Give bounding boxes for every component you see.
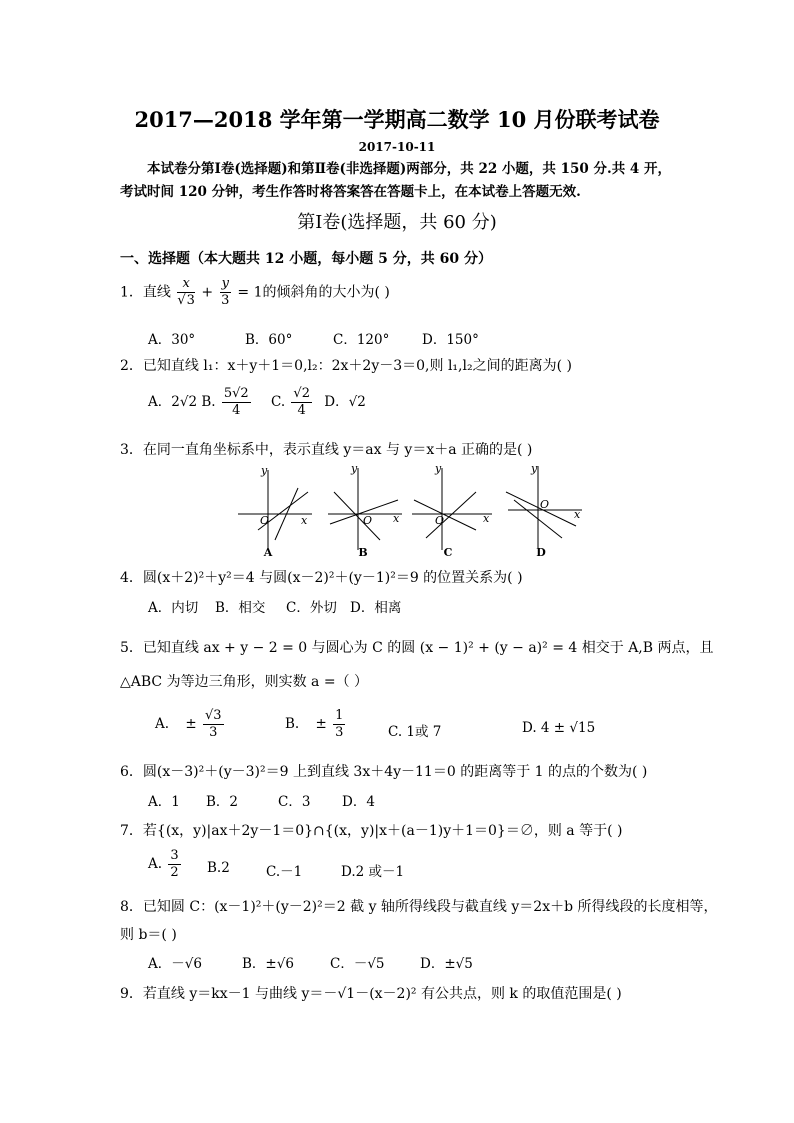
graph-a-origin: O xyxy=(260,514,270,527)
q7-a-fraction xyxy=(168,848,180,881)
q2-option-d: D．√2 xyxy=(324,394,366,410)
graph-d-origin: O xyxy=(540,498,550,511)
q1-lead: 1．直线 xyxy=(120,284,171,301)
graph-d-label: D xyxy=(536,546,546,559)
question-8-line-1: 8．已知圆 C：(x－1)²＋(y－2)²＝2 截 y 轴所得线段与截直线 y＝2x＋b 所得线段的长度相等， xyxy=(120,899,718,915)
graph-a-x-label: x xyxy=(301,514,308,527)
q5-b-num: 1 xyxy=(335,708,344,723)
q6-option-a: A．1 xyxy=(148,794,180,810)
q1-frac2-den: 3 xyxy=(221,293,230,308)
q4-option-b: B．相交 xyxy=(215,600,266,616)
q5-b-fraction xyxy=(333,708,345,741)
q2-options xyxy=(148,386,366,419)
q1-option-b: B．60° xyxy=(245,332,293,348)
q2-b-den: 4 xyxy=(232,403,241,418)
graph-a-label: A xyxy=(263,546,273,559)
q1-option-d: D．150° xyxy=(422,332,479,348)
q5-b-den: 3 xyxy=(335,725,344,740)
graph-b-y-label: y xyxy=(351,462,358,475)
graph-d-y-label: y xyxy=(531,462,538,475)
q5-a-num: √3 xyxy=(204,708,222,723)
q5-option-b xyxy=(285,708,347,741)
q7-a-label: A. xyxy=(148,856,163,872)
graph-d-x-label: x xyxy=(574,508,581,521)
q5-a-label: A. xyxy=(155,716,170,732)
q2-option-b-label: B. xyxy=(201,394,216,410)
q5-b-label: B. xyxy=(285,716,300,732)
graph-b-origin: O xyxy=(363,514,373,527)
q1-plus: + xyxy=(201,284,214,301)
exam-instructions: 本试卷分第Ⅰ卷(选择题)和第Ⅱ卷(非选择题)两部分，共 22 小题，共 150 分.共 4 开，考试时间 120 分钟，考生作答时将答案答在答题卡上，在本试卷上答题无效. xyxy=(120,161,672,200)
question-4: 4．圆(x＋2)²＋y²＝4 与圆(x－2)²＋(y－1)²＝9 的位置关系为( ) xyxy=(120,570,523,586)
question-9: 9．若直线 y＝kx－1 与曲线 y＝－√1－(x－2)² 有公共点，则 k 的取值范围是( ) xyxy=(120,986,622,1002)
q6-option-d: D．4 xyxy=(342,794,375,810)
question-7: 7．若{(x，y)|ax＋2y－1＝0}∩{(x，y)|x＋(a－1)y＋1＝0}＝∅，则 a 等于( ) xyxy=(120,823,623,839)
q5-a-den: 3 xyxy=(209,725,218,740)
question-6: 6．圆(x－3)²＋(y－3)²＝9 上到直线 3x＋4y－11＝0 的距离等于 1 的点的个数为( ) xyxy=(120,764,648,780)
q1-frac1-den: 3 xyxy=(186,293,195,308)
q2-option-c-fraction xyxy=(291,386,312,419)
q1-frac1-num: x xyxy=(177,276,195,293)
q8-option-a: A．－√6 xyxy=(148,956,202,972)
question-2: 2．已知直线 l₁：x＋y＋1＝0,l₂：2x＋2y－3＝0,则 l₁,l₂之间的距离为( ) xyxy=(120,358,572,374)
q7-a-den: 2 xyxy=(170,865,179,880)
section-heading: 一、选择题（本大题共 12 小题，每小题 5 分，共 60 分） xyxy=(120,251,492,267)
q7-option-d: D.2 或－1 xyxy=(341,864,405,880)
exam-date: 2017-10-11 xyxy=(358,140,436,154)
graph-b xyxy=(328,462,402,559)
q6-option-b: B．2 xyxy=(206,794,239,810)
question-5-line-1: 5．已知直线 ax + y − 2 = 0 与圆心为 C 的圆 (x − 1)² + (y − a)² = 4 相交于 A,B 两点，且 xyxy=(120,640,714,656)
question-8-line-2: 则 b＝( ) xyxy=(120,927,177,943)
q4-option-d: D．相离 xyxy=(350,600,402,616)
graph-d xyxy=(506,462,582,559)
graph-c xyxy=(412,462,492,559)
question-5-line-2: △ABC 为等边三角形，则实数 a =（ ） xyxy=(120,674,369,690)
q8-option-d: D．±√5 xyxy=(420,956,473,972)
q7-a-num: 3 xyxy=(170,848,179,863)
q2-c-num: √2 xyxy=(293,386,310,401)
question-1 xyxy=(120,276,390,309)
q6-option-c: C．3 xyxy=(278,794,311,810)
graph-c-x-label: x xyxy=(483,512,490,525)
exam-title: 2017—2018 学年第一学期高二数学 10 月份联考试卷 xyxy=(134,107,660,132)
graph-b-label: B xyxy=(358,546,368,559)
q5-option-d: D. 4 ± √15 xyxy=(522,720,596,736)
q5-option-c: C. 1或 7 xyxy=(388,724,442,740)
graph-b-line-2 xyxy=(334,492,380,540)
graph-c-line-2 xyxy=(426,492,476,538)
q8-option-b: B．±√6 xyxy=(242,956,294,972)
q7-option-a xyxy=(148,848,183,881)
q3-graphs xyxy=(230,460,590,560)
q2-option-a: A．2√2 xyxy=(148,394,198,410)
q5-a-fraction xyxy=(203,708,224,741)
q8-option-c: C．－√5 xyxy=(330,956,385,972)
q1-option-a: A．30° xyxy=(148,332,196,348)
q2-c-den: 4 xyxy=(297,403,306,418)
q2-b-num: 5√2 xyxy=(223,386,249,401)
q4-option-a: A．内切 xyxy=(148,600,199,616)
q5-a-pm: ± xyxy=(185,716,197,732)
q4-option-c: C．外切 xyxy=(286,600,337,616)
q1-fraction-y xyxy=(220,276,231,309)
q1-tail: = 1的倾斜角的大小为( ) xyxy=(237,284,390,301)
q5-b-pm: ± xyxy=(315,716,327,732)
q1-option-c: C．120° xyxy=(333,332,390,348)
q7-option-b: B.2 xyxy=(207,860,230,876)
q2-option-b-fraction xyxy=(222,386,251,419)
graph-c-label: C xyxy=(443,546,453,559)
q2-option-c-label: C. xyxy=(270,394,286,410)
part-one-title: 第Ⅰ卷(选择题，共 60 分) xyxy=(297,212,497,233)
q7-option-c: C.－1 xyxy=(266,864,303,880)
graph-a-y-label: y xyxy=(261,464,268,477)
question-3: 3．在同一直角坐标系中，表示直线 y＝ax 与 y＝x＋a 正确的是( ) xyxy=(120,442,533,458)
q5-option-a xyxy=(155,708,226,741)
graph-c-origin: O xyxy=(435,514,445,527)
graph-b-x-label: x xyxy=(393,512,400,525)
graph-c-line-1 xyxy=(414,500,476,530)
q1-frac2-num: y xyxy=(221,276,229,291)
graph-a xyxy=(238,464,312,559)
graph-c-y-label: y xyxy=(435,462,442,475)
sqrt-symbol: √ xyxy=(177,293,186,308)
q1-fraction-x xyxy=(177,276,195,309)
